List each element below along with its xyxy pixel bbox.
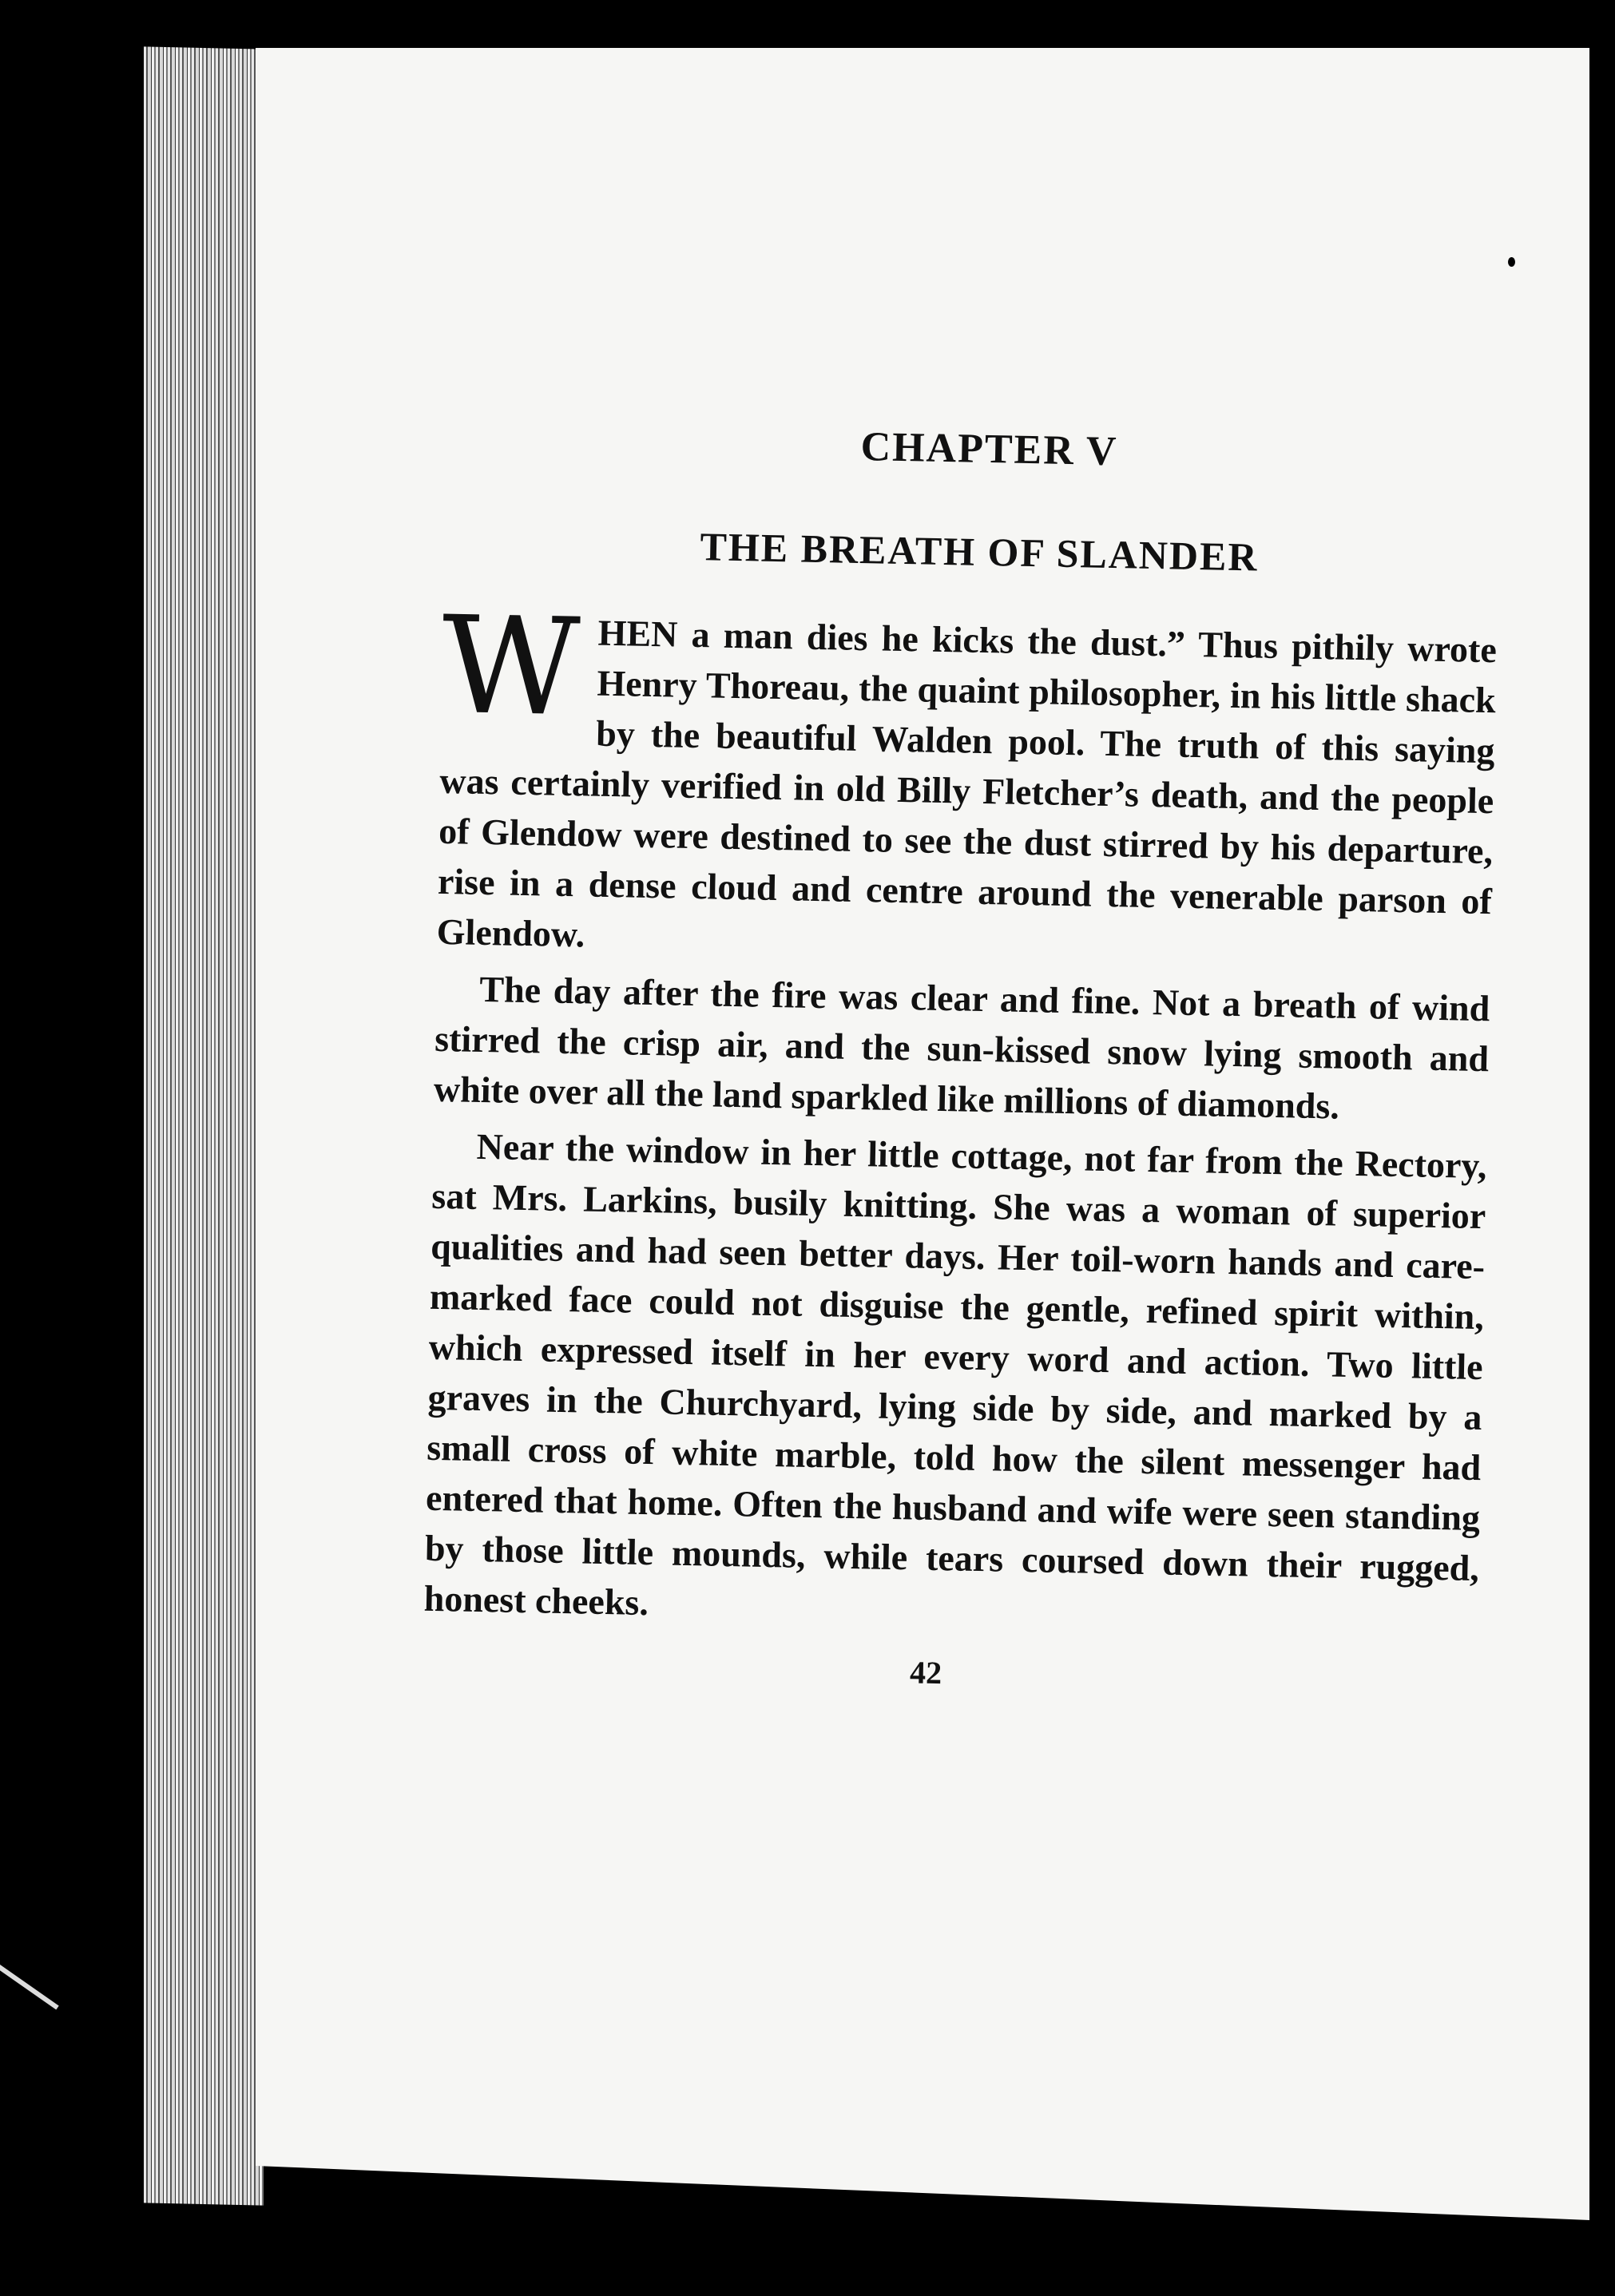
scan-speck (1508, 257, 1515, 267)
paragraph-3: Near the window in her little cottage, not far from the Rectory, sat Mrs. Larkins, busily knitting. She was a woman of superior qualities and had seen better days. Her toil-worn hands and care-marked face could not disguise the gentle, refined spirit within, which expressed itself in her every word and action. Two little graves in the Churchyard, lying side by side, and marked by a small cross of white marble, told how the silent messenger had entered that home. Often the husband and wife were seen standing by those little mounds, while tears coursed down their rugged, honest cheeks. (423, 1125, 1487, 1624)
book-page-edges (144, 46, 264, 2205)
chapter-label: CHAPTER V (860, 423, 1118, 475)
page-text-block (423, 383, 1502, 1702)
page-number: 42 (909, 1654, 942, 1691)
chapter-title: THE BREATH OF SLANDER (700, 524, 1260, 580)
paragraph-1 (436, 586, 1498, 977)
paragraph-1-text: HEN a man dies he kicks the dust.” Thus pithily wrote Henry Thoreau, the quaint philosopher, in his little shack by the beautiful Walden pool. The truth of this saying was certainly verified in old Billy Fletcher’s death, and the people of Glendow were destined to see the dust stirred by his departure, rise in a dense cloud and centre around the venerable parson of Glendow. (436, 612, 1498, 955)
drop-cap: W (440, 586, 581, 747)
paragraph-2: The day after the fire was clear and fine. Not a breath of wind stirred the crisp air, and the sun-kissed snow lying smooth and white over all the land sparkled like millions of diamonds. (433, 968, 1490, 1127)
bookmark-ribbon (0, 1965, 59, 2049)
